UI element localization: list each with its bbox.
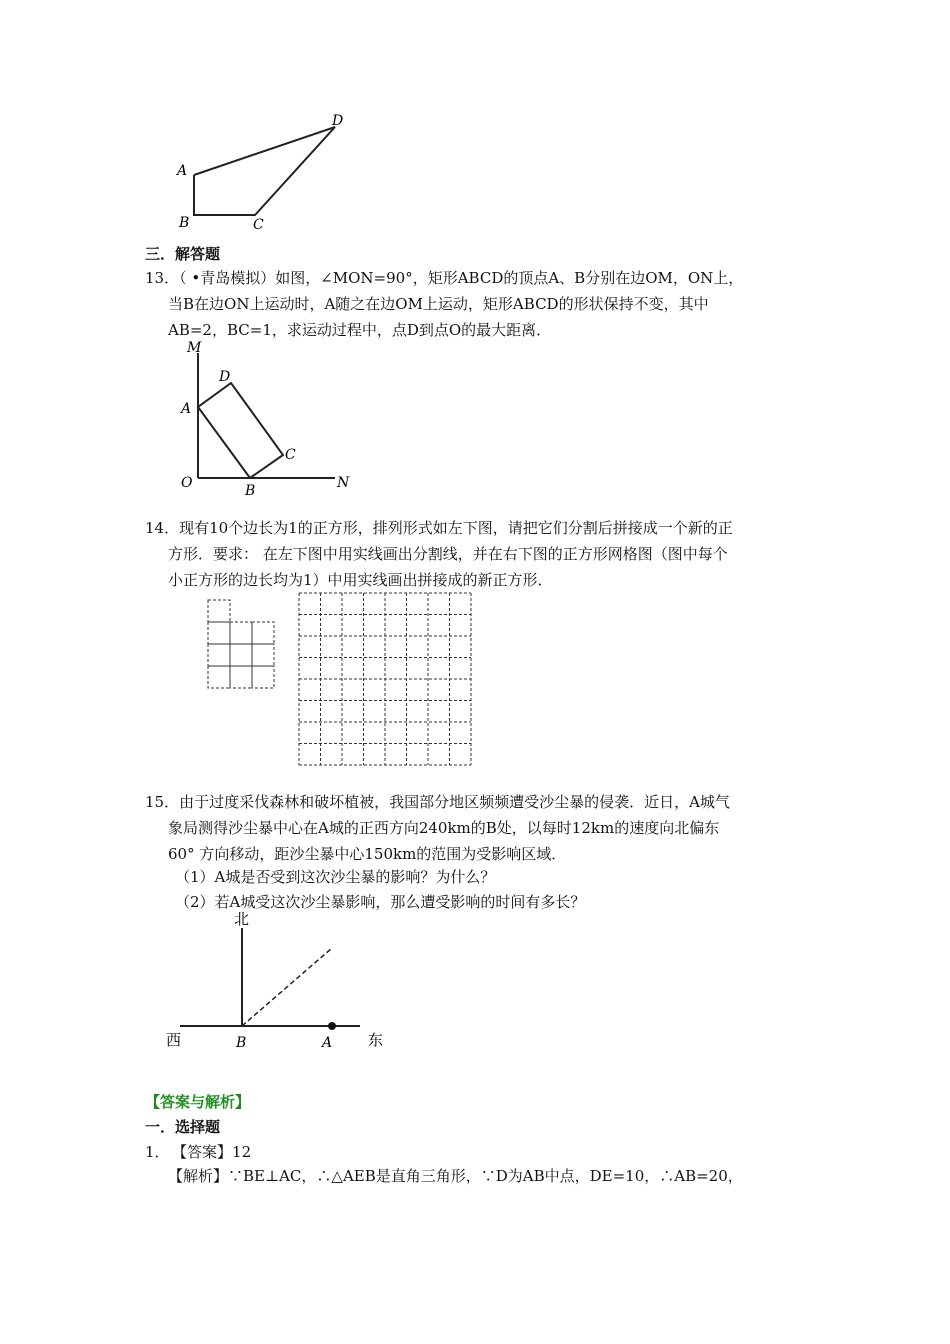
square [208, 644, 230, 666]
a1-analysis-text: ∵BE⊥AC，∴△AEB是直角三角形，∵D为AB中点，DE=10，∴AB=20， [228, 1167, 743, 1185]
square [252, 666, 274, 688]
label-east: 东 [368, 1031, 384, 1049]
label-C: C [285, 447, 296, 463]
q14-line3: 小正方形的边长均为1）中用实线画出拼接成的新正方形． [168, 571, 553, 589]
label-A: A [322, 1035, 333, 1051]
label-C: C [253, 217, 264, 233]
section-heading-3: 三．解答题 [145, 245, 221, 263]
label-M: M [187, 340, 202, 356]
city-A-point [328, 1022, 336, 1030]
ten-squares-figure [200, 595, 285, 695]
label-O: O [181, 475, 193, 491]
a1-line [145, 1142, 251, 1162]
square [230, 644, 252, 666]
square [252, 622, 274, 644]
square [208, 622, 230, 644]
q15-line1: 15．由于过度采伐森林和破坏植被，我国部分地区频频遭受沙尘暴的侵袭．近日，A城气 [145, 793, 730, 811]
answers-section1: 一．选择题 [145, 1118, 221, 1136]
sandstorm-path [242, 948, 332, 1026]
a1-analysis [168, 1166, 743, 1186]
rectangle-ABCD [198, 383, 283, 478]
label-A: A [177, 163, 188, 179]
square [208, 600, 230, 622]
a1-answer: 【答案】12 [179, 1143, 252, 1161]
square [230, 622, 252, 644]
q13-line3: AB=2，BC=1，求运动过程中，点D到点O的最大距离． [168, 321, 552, 339]
square [208, 666, 230, 688]
label-B: B [179, 215, 190, 231]
mon-rectangle-figure [175, 335, 365, 500]
q13-line2: 当B在边ON上运动时，A随之在边OM上运动，矩形ABCD的形状保持不变，其中 [168, 295, 709, 313]
a1-analysis-tag: 【解析】 [168, 1167, 229, 1185]
q15-sub1: （1）A城是否受到这次沙尘暴的影响？为什么？ [175, 868, 496, 886]
label-B: B [245, 483, 256, 499]
q15-line3: 60° 方向移动，距沙尘暴中心150km的范围为受影响区域． [168, 845, 567, 863]
square-grid-figure [296, 590, 476, 772]
square [230, 666, 252, 688]
q14-line1: 14．现有10个边长为1的正方形，排列形式如左下图，请把它们分割后拼接成一个新的正 [145, 519, 733, 537]
label-N: N [337, 475, 350, 491]
label-A: A [181, 401, 192, 417]
q15-line2: 象局测得沙尘暴中心在A城的正西方向240km的B处，以每时12km的速度向北偏东 [168, 819, 720, 837]
a1-number: 1． [145, 1143, 170, 1161]
q14-line2: 方形．要求： 在左下图中用实线画出分割线，并在右下图的正方形网格图（图中每个 [168, 545, 728, 563]
quadrilateral-figure [165, 105, 355, 235]
label-B: B [236, 1035, 247, 1051]
label-west: 西 [166, 1031, 182, 1049]
label-north: 北 [234, 910, 250, 928]
square [252, 644, 274, 666]
label-D: D [219, 369, 231, 385]
compass-figure [160, 908, 395, 1053]
q15-sub2: （2）若A城受这次沙尘暴影响，那么遭受影响的时间有多长？ [175, 893, 586, 911]
quad-shape [194, 127, 335, 215]
label-D: D [332, 113, 344, 129]
answers-heading: 【答案与解析】 [145, 1093, 251, 1111]
q13-line1: 13．（ •青岛模拟）如图，∠MON=90°，矩形ABCD的顶点A、B分别在边OM，ON上， [145, 269, 744, 287]
